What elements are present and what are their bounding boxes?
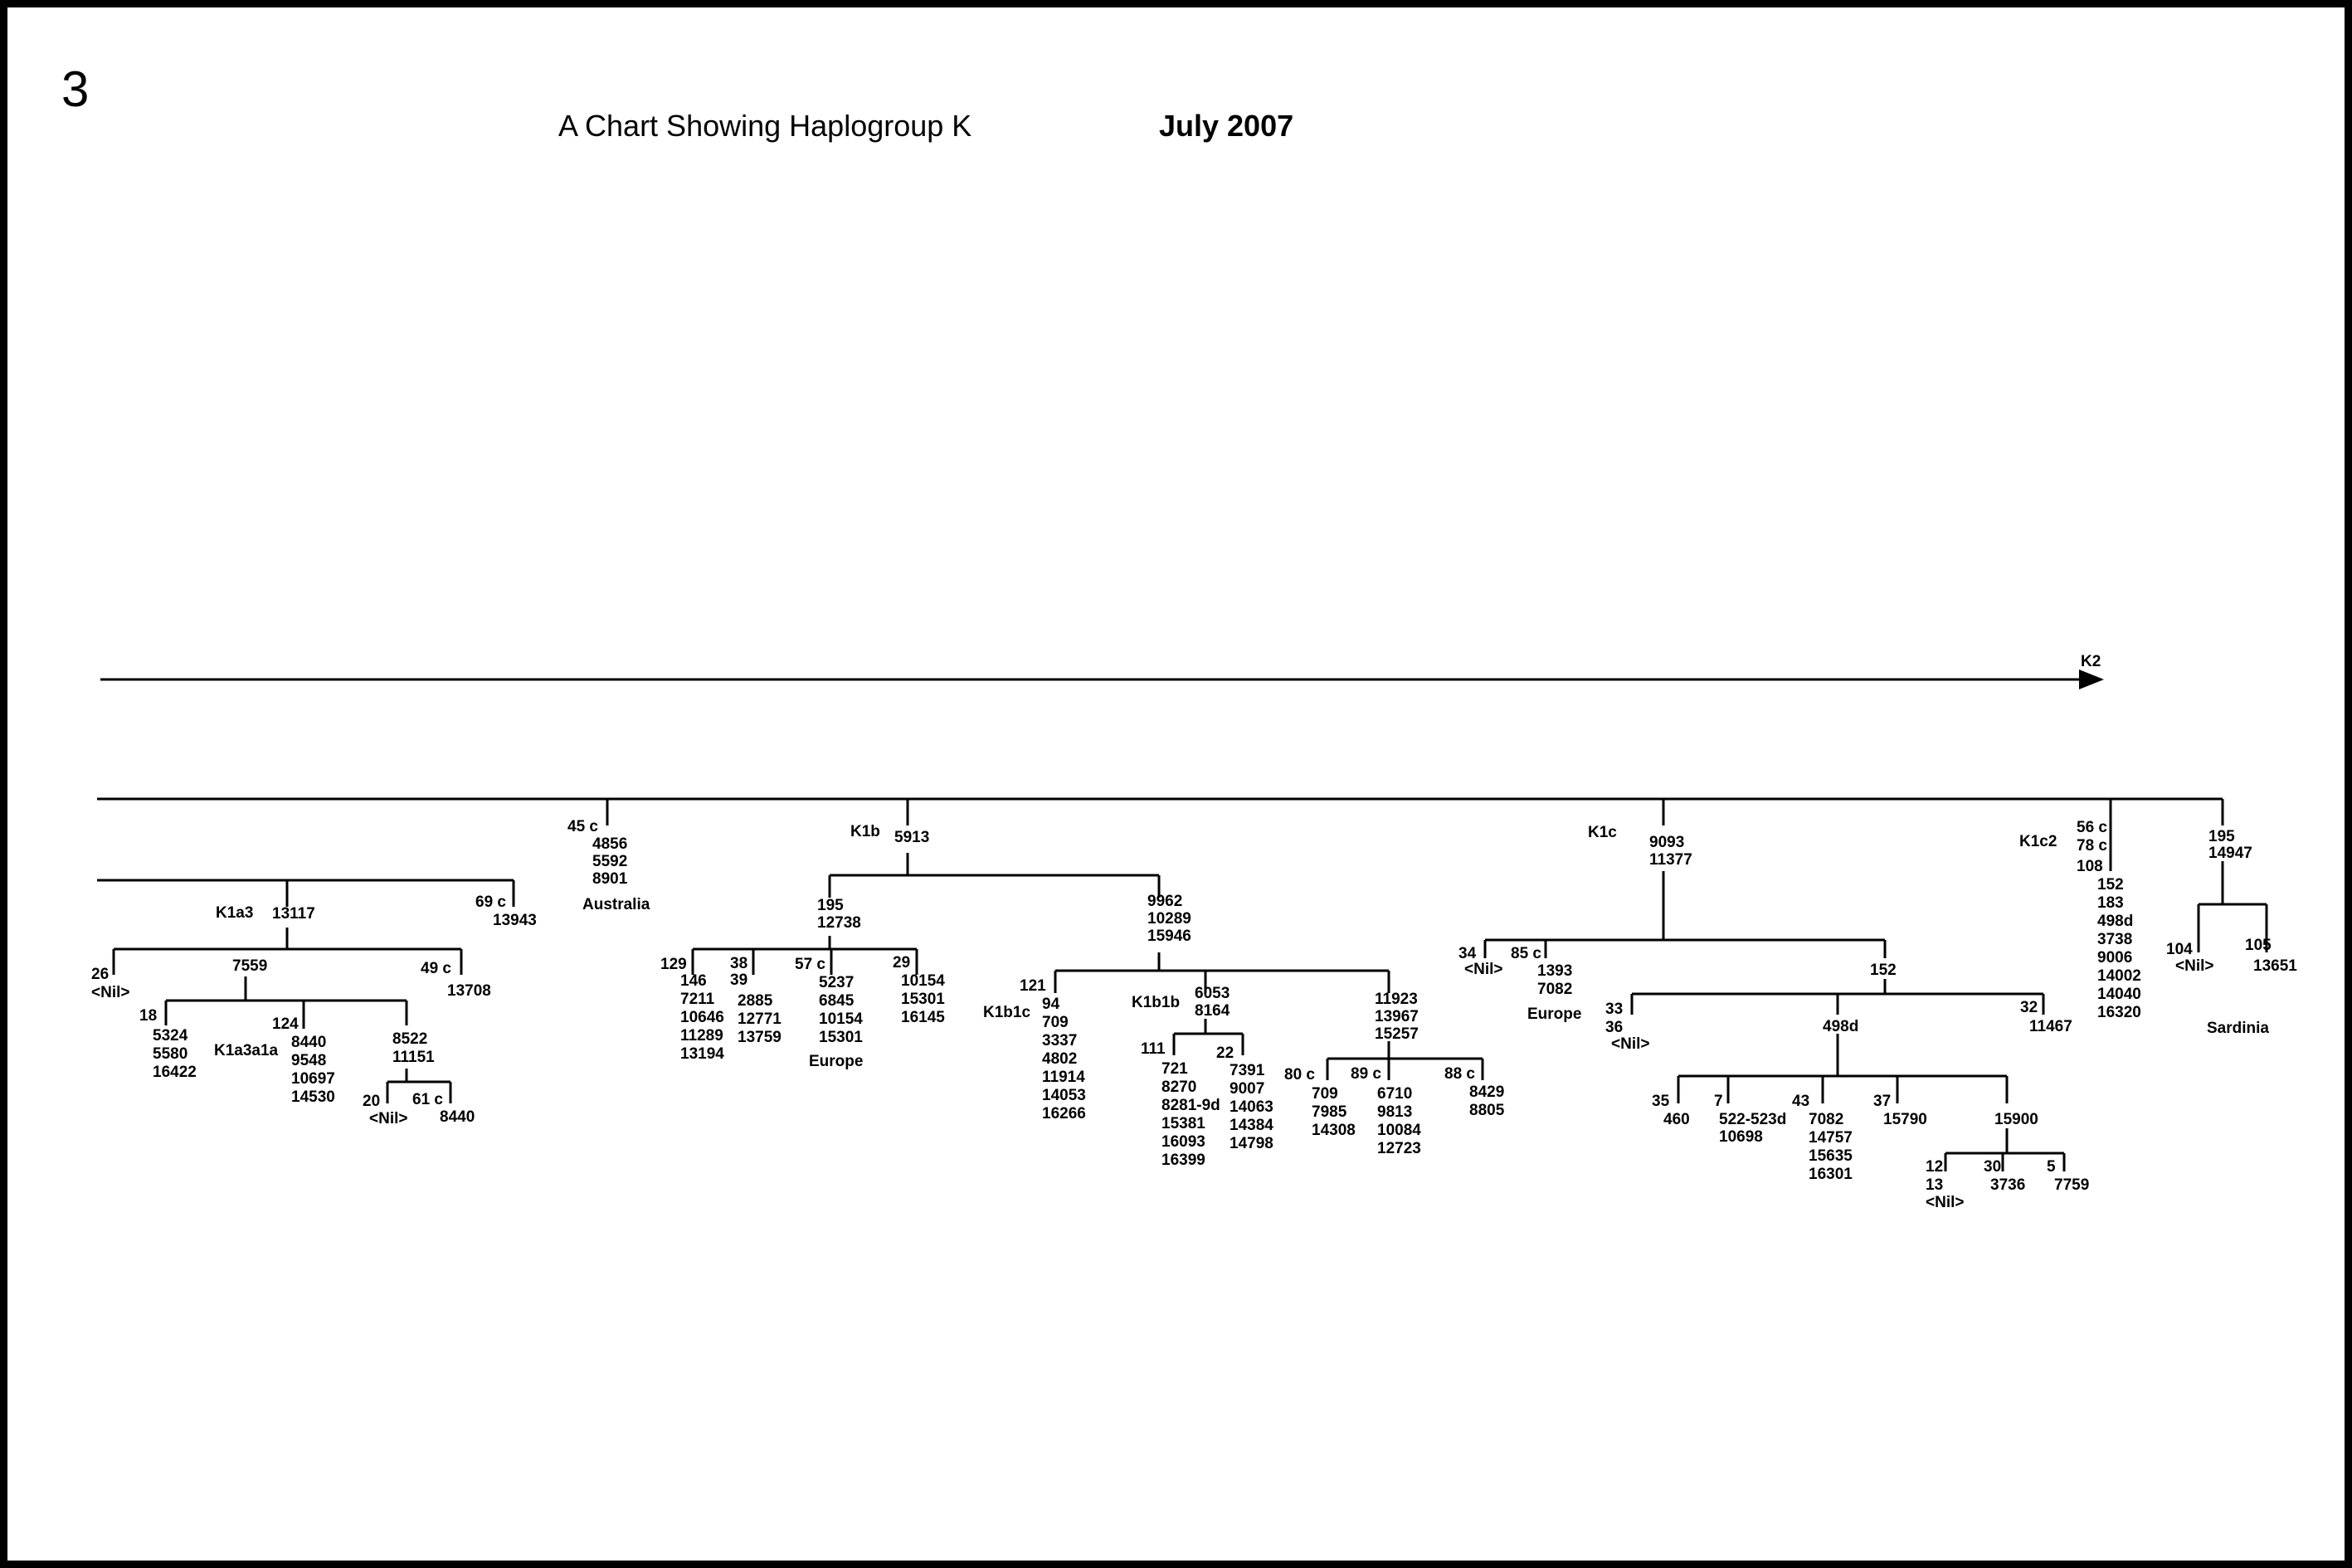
mutation: 195 (817, 897, 844, 914)
node-104: 104 (2166, 941, 2193, 958)
node-105: 105 (2245, 937, 2272, 954)
mutation: 13967 (1375, 1008, 1419, 1025)
node-36: 36 (1605, 1019, 1624, 1036)
mutation: 16266 (1042, 1105, 1086, 1122)
mutation: 15946 (1147, 928, 1191, 945)
mutation: 8164 (1195, 1002, 1230, 1020)
node-33: 33 (1605, 1001, 1624, 1018)
mutation: 13759 (738, 1029, 782, 1046)
mutation: 6053 (1195, 985, 1230, 1002)
mutation: 9006 (2097, 949, 2133, 967)
mutation: 15257 (1375, 1025, 1419, 1043)
mutation: 8440 (440, 1108, 475, 1126)
mutation: 10154 (901, 972, 945, 990)
mutation: 11289 (680, 1027, 723, 1045)
mutation: 8429 (1469, 1083, 1505, 1101)
mutation: 8281-9d (1161, 1097, 1220, 1114)
mutation: 10154 (819, 1010, 863, 1028)
mutation: 16422 (153, 1064, 197, 1081)
mutation: 14384 (1230, 1117, 1273, 1134)
mutation: 15790 (1883, 1111, 1927, 1128)
mutation: 16301 (1809, 1166, 1853, 1183)
node-k1b: K1b (850, 823, 880, 840)
node-22: 22 (1216, 1045, 1234, 1062)
mutation: 16145 (901, 1009, 945, 1026)
mutation: 14308 (1312, 1122, 1356, 1139)
mutation: 15301 (901, 991, 945, 1008)
mutation: 709 (1042, 1014, 1069, 1031)
mutation: 3738 (2097, 931, 2133, 948)
node-80c: 80 c (1284, 1066, 1315, 1083)
mutation: 11377 (1649, 851, 1692, 869)
mutation: 15900 (1994, 1111, 2038, 1128)
mutation: 14040 (2097, 986, 2141, 1003)
mutation: 5324 (153, 1027, 188, 1045)
mutation: 9813 (1377, 1103, 1413, 1121)
mutation: 4802 (1042, 1050, 1078, 1068)
mutation: 7985 (1312, 1103, 1347, 1121)
mutation: 16320 (2097, 1004, 2141, 1021)
mutation: 13651 (2253, 957, 2297, 975)
region-europe: Europe (1527, 1006, 1582, 1023)
mutation: 15635 (1809, 1147, 1853, 1165)
mutation: 183 (2097, 894, 2124, 912)
mutation: 11923 (1375, 991, 1418, 1008)
mutation: 14063 (1230, 1098, 1273, 1116)
node-78c: 78 c (2077, 837, 2107, 855)
mutation: 5580 (153, 1045, 188, 1063)
mutation: 721 (1161, 1060, 1188, 1078)
node-k1a3: K1a3 (216, 904, 254, 922)
mutation: 6845 (819, 992, 855, 1010)
mutation: 7559 (232, 957, 268, 975)
mutation: 9007 (1230, 1080, 1265, 1098)
nil-marker: <Nil> (2175, 957, 2214, 975)
mutation: 7082 (1537, 981, 1573, 998)
mutation: 13117 (272, 905, 315, 923)
node-26: 26 (91, 966, 110, 983)
node-121: 121 (1020, 977, 1046, 995)
node-88c: 88 c (1444, 1065, 1475, 1083)
node-k1a3a1a: K1a3a1a (214, 1042, 279, 1059)
mutation: 152 (1870, 962, 1897, 979)
node-111: 111 (1141, 1040, 1166, 1058)
node-61c: 61 c (412, 1091, 443, 1108)
node-32: 32 (2020, 999, 2038, 1016)
mutation: 9962 (1147, 893, 1183, 910)
mutation: 498d (2097, 913, 2134, 930)
mutation: 6710 (1377, 1085, 1413, 1103)
mutation: 7082 (1809, 1111, 1844, 1128)
mutation: 4856 (592, 835, 628, 853)
node-49c: 49 c (421, 960, 451, 977)
mutation: 10698 (1719, 1128, 1763, 1146)
nil-marker: <Nil> (1926, 1194, 1965, 1211)
mutation: 13194 (680, 1045, 724, 1063)
mutation: 14757 (1809, 1129, 1853, 1147)
mutation: 14053 (1042, 1087, 1086, 1104)
node-124: 124 (272, 1015, 299, 1033)
node-35: 35 (1652, 1093, 1670, 1110)
mutation: 7391 (1230, 1062, 1265, 1079)
mutation: 8522 (392, 1030, 428, 1048)
node-38: 38 (730, 955, 748, 972)
mutation: 10646 (680, 1009, 724, 1026)
mutation: 108 (2077, 858, 2103, 875)
node-12: 12 (1926, 1158, 1944, 1176)
mutation: 14947 (2208, 845, 2252, 862)
node-30: 30 (1984, 1158, 2002, 1176)
node-k1c: K1c (1588, 824, 1617, 841)
mutation: 12771 (738, 1010, 782, 1028)
mutation: 13943 (493, 912, 537, 929)
node-85c: 85 c (1511, 945, 1541, 962)
mutation: 5913 (894, 829, 930, 846)
mutation: 152 (2097, 876, 2124, 894)
nil-marker: <Nil> (1611, 1035, 1650, 1053)
mutation: 9548 (291, 1052, 327, 1069)
mutation: 8270 (1161, 1079, 1197, 1096)
node-56c: 56 c (2077, 819, 2107, 836)
page-number: 3 (61, 61, 90, 117)
mutation: 11467 (2029, 1018, 2072, 1035)
mutation: 498d (1823, 1018, 1859, 1035)
node-29: 29 (893, 954, 911, 971)
mutation: 5237 (819, 974, 855, 991)
region-australia: Australia (582, 896, 650, 913)
node-57c: 57 c (795, 956, 825, 973)
mutation: 2885 (738, 992, 773, 1010)
mutation: 14002 (2097, 967, 2141, 985)
mutation: 15301 (819, 1029, 863, 1046)
node-20: 20 (363, 1093, 381, 1110)
mutation: 7759 (2054, 1176, 2090, 1194)
node-k1b1b: K1b1b (1132, 994, 1181, 1011)
mutation: 3736 (1990, 1176, 2026, 1194)
region-sardinia: Sardinia (2207, 1020, 2269, 1037)
mutation: 12738 (817, 914, 861, 932)
node-129: 129 (660, 956, 687, 973)
mutation: 522-523d (1719, 1111, 1787, 1128)
mutation: 11151 (392, 1049, 435, 1066)
mutation: 13708 (447, 982, 491, 1000)
node-k1c2: K1c2 (2019, 833, 2057, 850)
node-13: 13 (1926, 1176, 1944, 1194)
node-7: 7 (1714, 1093, 1723, 1110)
mutation: 1393 (1537, 962, 1573, 980)
region-europe: Europe (809, 1053, 864, 1070)
nil-marker: <Nil> (1464, 961, 1503, 978)
mutation: 10084 (1377, 1122, 1421, 1139)
mutation: 7211 (680, 991, 715, 1008)
mutation: 15381 (1161, 1115, 1205, 1132)
node-18: 18 (139, 1007, 158, 1025)
node-39: 39 (730, 971, 748, 989)
mutation: 14530 (291, 1088, 335, 1106)
mutation: 8901 (592, 870, 628, 888)
mutation: 94 (1042, 996, 1060, 1013)
node-k1b1c: K1b1c (983, 1004, 1031, 1021)
mutation: 8440 (291, 1034, 327, 1051)
chart-date: July 2007 (1159, 109, 1294, 143)
mutation: 8805 (1469, 1102, 1505, 1119)
mutation: 5592 (592, 853, 628, 870)
mutation: 3337 (1042, 1032, 1078, 1049)
node-89c: 89 c (1351, 1065, 1381, 1083)
mutation: 11914 (1042, 1069, 1085, 1086)
node-45c: 45 c (567, 818, 598, 835)
mutation: 10289 (1147, 910, 1191, 928)
mutation: 16399 (1161, 1152, 1205, 1169)
chart-title: A Chart Showing Haplogroup K (558, 109, 972, 143)
node-69c: 69 c (475, 894, 506, 911)
mutation: 709 (1312, 1085, 1338, 1103)
mutation: 12723 (1377, 1140, 1421, 1157)
node-43: 43 (1792, 1093, 1810, 1110)
node-34: 34 (1458, 945, 1477, 962)
mutation: 14798 (1230, 1135, 1273, 1152)
nil-marker: <Nil> (91, 984, 130, 1001)
mutation: 16093 (1161, 1133, 1205, 1151)
k2-label: K2 (2081, 653, 2101, 670)
mutation: 10697 (291, 1070, 335, 1088)
mutation: 9093 (1649, 834, 1685, 851)
mutation: 195 (2208, 828, 2235, 845)
nil-marker: <Nil> (369, 1110, 408, 1127)
node-5: 5 (2047, 1158, 2056, 1176)
node-37: 37 (1873, 1093, 1892, 1110)
mutation: 146 (680, 972, 707, 990)
mutation: 460 (1663, 1111, 1690, 1128)
